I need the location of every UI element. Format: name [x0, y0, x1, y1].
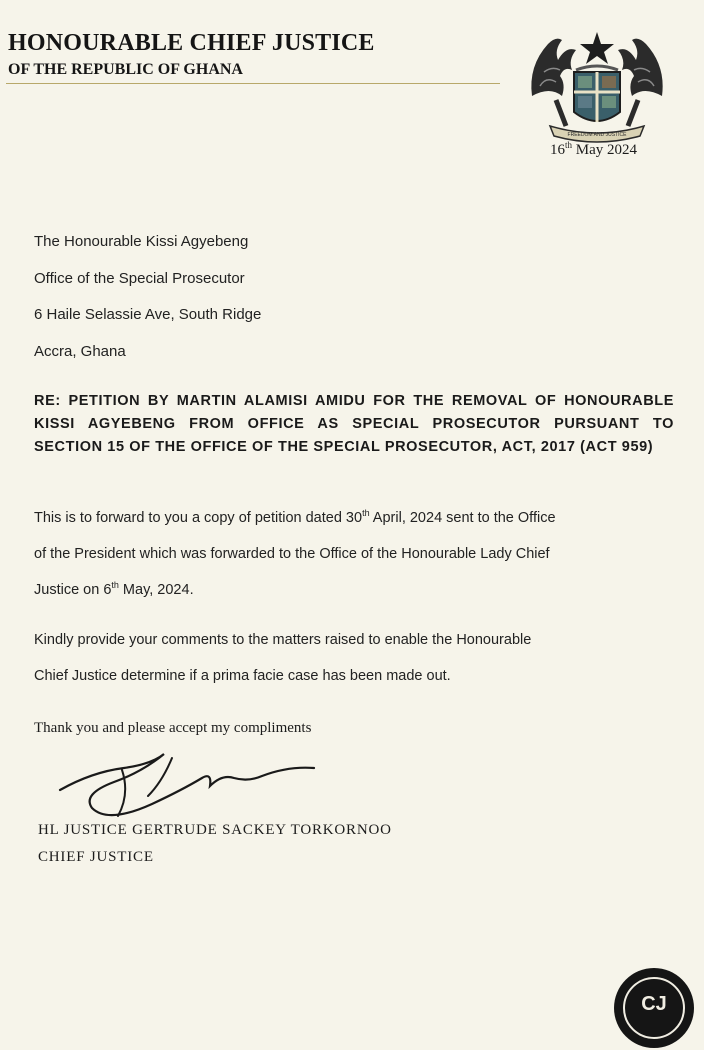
- letter-date: [550, 140, 637, 159]
- recipient-line-1: The Honourable Kissi Agyebeng: [34, 233, 249, 250]
- cj-seal-label: CJ: [641, 993, 667, 1015]
- body-paragraph-1: [34, 500, 666, 608]
- body-p1-line-3: Justice on 6th May, 2024.: [34, 580, 194, 598]
- recipient-line-4: Accra, Ghana: [34, 343, 126, 360]
- date-suffix: th: [565, 140, 573, 150]
- handwritten-signature: [52, 742, 322, 826]
- letterhead-subtitle: OF THE REPUBLIC OF GHANA: [8, 61, 243, 78]
- closing-line: Thank you and please accept my compliments: [34, 720, 312, 736]
- date-day: 16: [550, 142, 565, 158]
- emblem-motto: FREEDOM AND JUSTICE: [567, 132, 627, 138]
- body-p2-line-1: Kindly provide your comments to the matters raised to enable the Honourable: [34, 632, 532, 648]
- cj-seal-icon: [612, 966, 696, 1050]
- subject-line: RE: PETITION BY MARTIN ALAMISI AMIDU FOR THE REMOVAL OF HONOURABLE KISSI AGYEBENG FROM OFFICE AS SPECIAL PROSECUTOR PURSUANT TO SECTION 15 OF THE OFFICE OF THE SPECIAL PROSECUTOR, ACT, 2017 (ACT 959): [34, 393, 674, 455]
- recipient-line-3: 6 Haile Selassie Ave, South Ridge: [34, 306, 262, 323]
- body-paragraph-2: [34, 622, 666, 694]
- letterhead-divider: [6, 83, 500, 84]
- body-p1-line-1: This is to forward to you a copy of petition dated 30th April, 2024 sent to the Office: [34, 508, 556, 526]
- letterhead-title: HONOURABLE CHIEF JUSTICE: [8, 30, 375, 56]
- signatory-name: HL JUSTICE GERTRUDE SACKEY TORKORNOO: [38, 822, 392, 838]
- recipient-line-2: Office of the Special Prosecutor: [34, 270, 245, 287]
- signatory-title: CHIEF JUSTICE: [38, 849, 154, 865]
- body-p2-line-2: Chief Justice determine if a prima facie case has been made out.: [34, 668, 451, 684]
- ghana-coat-of-arms-icon: [526, 26, 668, 144]
- body-p1-line-2: of the President which was forwarded to the Office of the Honourable Lady Chief: [34, 546, 550, 562]
- date-month-year: May 2024: [572, 142, 638, 158]
